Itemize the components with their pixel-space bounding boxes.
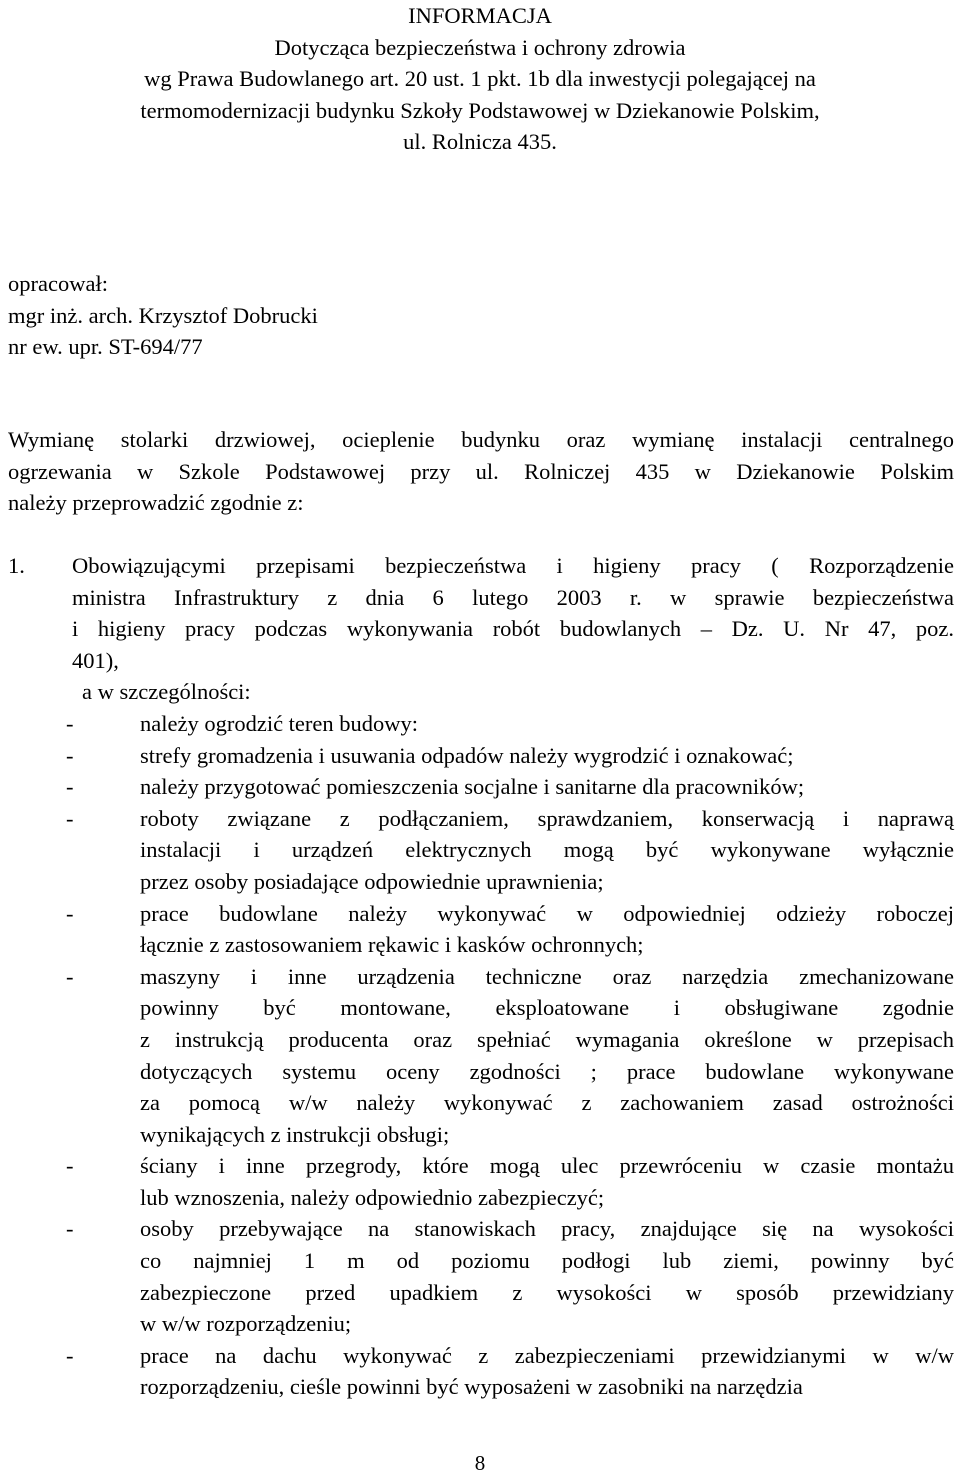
bullet-line [8,1087,954,1119]
bullet-line [8,961,954,993]
bullet-text-line: powinny być montowane, eksploatowane i obsługiwane zgodnie [140,995,954,1021]
bullet-text-line: łącznie z zastosowaniem rękawic i kasków ochronnych; [140,932,644,958]
item-line [8,613,954,645]
item-text-line: 401), [72,647,119,673]
author-label: opracował: [8,271,108,296]
bullet-text-line: w w/w rozporządzeniu; [140,1311,352,1337]
document-heading [0,0,960,158]
bullet-line [8,834,954,866]
bullet-dash: - [66,774,74,800]
heading-line: termomodernizacji budynku Szkoły Podstawowej w Dziekanowie Polskim, [140,97,820,123]
bullet-dash: - [66,963,74,989]
bullet-line [8,771,954,803]
item-subheading-row [8,676,954,708]
bullet-text-line: dotyczących systemu oceny zgodności ; prace budowlane wykonywane [140,1058,954,1084]
bullet-line [8,1150,954,1182]
heading-line: Dotycząca bezpieczeństwa i ochrony zdrowia [274,34,686,60]
bullet-line [8,1182,954,1214]
bullet-line [8,803,954,835]
bullet-text-line: zabezpieczone przed upadkiem z wysokości w sposób przewidziany [140,1279,954,1305]
bullet-text-line: prace na dachu wykonywać z zabezpieczeniami przewidzianymi w w/w [140,1342,954,1368]
bullet-text-line: przez osoby posiadające odpowiednie uprawnienia; [140,868,604,894]
item-line [8,582,954,614]
bullet-text-line: prace budowlane należy wykonywać w odpowiedniej odzieży roboczej [140,900,954,926]
intro-line: należy przeprowadzić zgodnie z: [8,490,304,515]
item-line [8,645,954,677]
bullet-text-line: wynikających z instrukcji obsługi; [140,1121,450,1147]
bullet-dash: - [66,805,74,831]
item-number: 1. [8,553,25,578]
bullet-text-line: z instrukcją producenta oraz spełniać wymagania określone w przepisach [140,1026,954,1052]
bullet-line [8,992,954,1024]
bullet-line [8,866,954,898]
bullet-line [8,1056,954,1088]
bullet-text-line: należy przygotować pomieszczenia socjalne i sanitarne dla pracowników; [140,774,805,800]
bullet-dash: - [66,1216,74,1242]
bullet-dash: - [66,900,74,926]
bullet-dash: - [66,742,74,768]
bullet-text-line: lub wznoszenia, należy odpowiednio zabezpieczyć; [140,1184,605,1210]
bullet-text-line: instalacji i urządzeń elektrycznych mogą być wykonywane wyłącznie [140,837,954,863]
bullet-line [8,1340,954,1372]
intro-paragraph [8,424,954,519]
bullet-list [8,708,954,1403]
bullet-text-line: za pomocą w/w należy wykonywać z zachowaniem zasad ostrożności [140,1090,954,1116]
page-number: 8 [474,1451,486,1475]
bullet-text-line: rozporządzeniu, cieśle powinni być wyposażeni w zasobniki na narzędzia [140,1374,803,1400]
bullet-text-line: maszyny i inne urządzenia techniczne oraz narzędzia zmechanizowane [140,963,954,989]
heading-line: ul. Rolnicza 435. [403,129,557,154]
bullet-line [8,1245,954,1277]
author-block [8,268,318,363]
item-subheading: a w szczególności: [82,679,251,705]
document-title: INFORMACJA [408,3,552,28]
bullet-dash: - [66,710,74,736]
item-line [8,550,954,582]
bullet-line [8,1371,954,1403]
item-text-line: i higieny pracy podczas wykonywania robót budowlanych – Dz. U. Nr 47, poz. [72,616,954,642]
bullet-text-line: należy ogrodzić teren budowy: [140,710,419,736]
bullet-text-line: roboty związane z podłączaniem, sprawdzaniem, konserwacją i naprawą [140,805,954,831]
bullet-text-line: ściany i inne przegrody, które mogą ulec przewróceniu w czasie montażu [140,1153,954,1179]
bullet-line [8,1119,954,1151]
bullet-line [8,1024,954,1056]
bullet-text-line: co najmniej 1 m od poziomu podłogi lub ziemi, powinny być [140,1248,954,1274]
bullet-text-line: osoby przebywające na stanowiskach pracy, znajdujące się na wysokości [140,1216,954,1242]
bullet-line [8,898,954,930]
bullet-line [8,1308,954,1340]
item-text-line: ministra Infrastruktury z dnia 6 lutego 2003 r. w sprawie bezpieczeństwa [72,584,954,610]
intro-line: Wymianę stolarki drzwiowej, ocieplenie budynku oraz wymianę instalacji centralnego [8,427,954,452]
bullet-text-line: strefy gromadzenia i usuwania odpadów należy wygrodzić i oznakować; [140,742,794,768]
numbered-item-1 [8,550,954,1403]
bullet-line [8,708,954,740]
item-text-line: Obowiązującymi przepisami bezpieczeństwa i higieny pracy ( Rozporządzenie [72,553,954,578]
bullet-dash: - [66,1153,74,1179]
bullet-line [8,1277,954,1309]
bullet-line [8,740,954,772]
author-license: nr ew. upr. ST-694/77 [8,334,203,359]
intro-line: ogrzewania w Szkole Podstawowej przy ul. Rolniczej 435 w Dziekanowie Polskim [8,458,954,484]
bullet-dash: - [66,1342,74,1368]
author-name: mgr inż. arch. Krzysztof Dobrucki [8,302,318,328]
heading-line: wg Prawa Budowlanego art. 20 ust. 1 pkt. 1b dla inwestycji polegającej na [144,66,816,91]
bullet-line [8,1213,954,1245]
bullet-line [8,929,954,961]
